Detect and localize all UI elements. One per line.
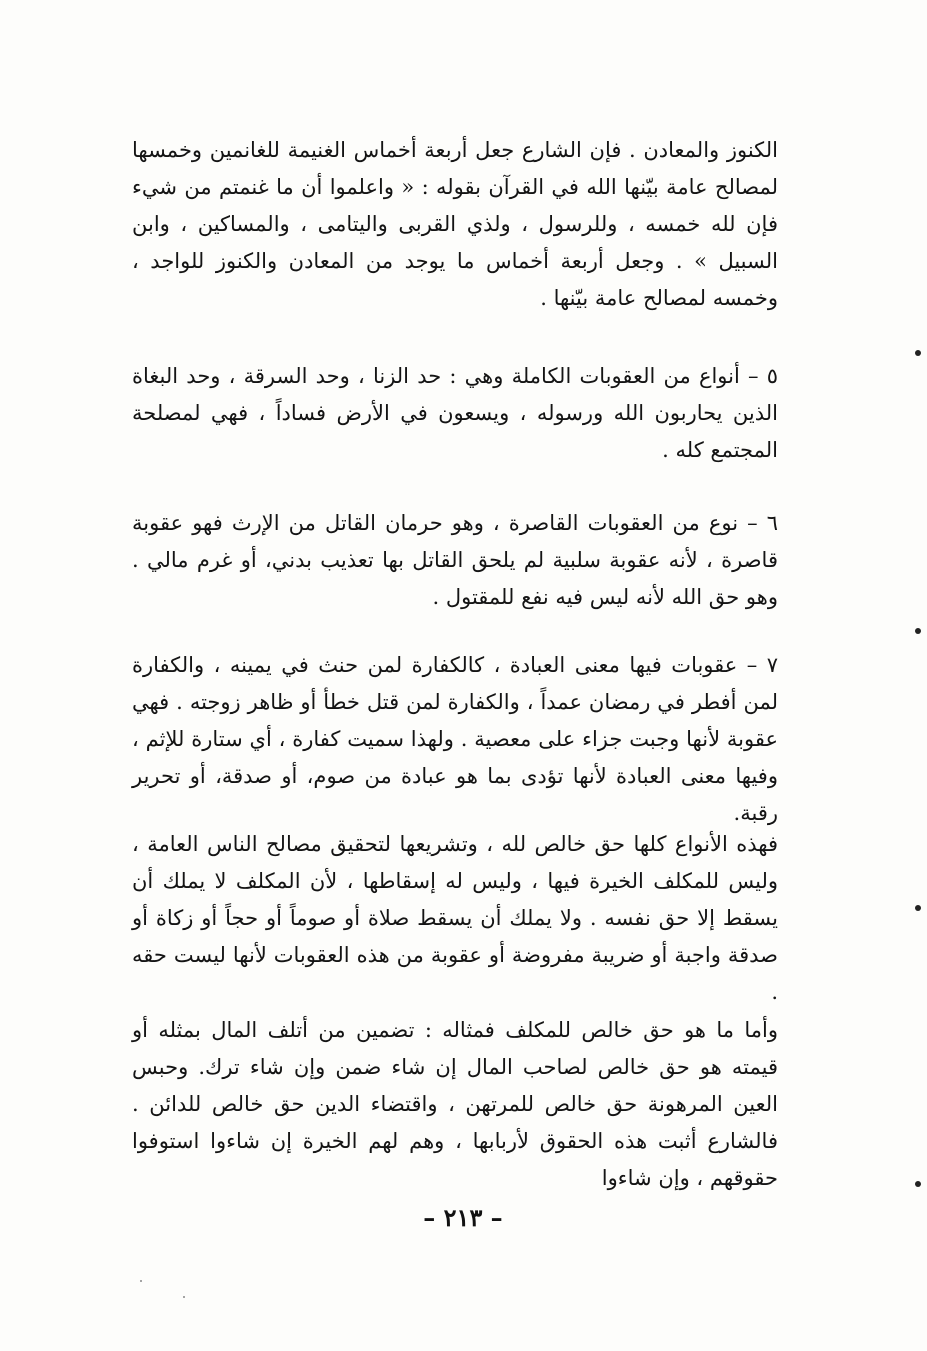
paragraph-rights-of-god: فهذه الأنواع كلها حق خالص لله ، وتشريعها لتحقيق مصالح الناس العامة ، وليس للمكلف الخيرة فيها ، وليس له إسقاطها ، لأن المكلف لا يملك أن يسقط إلا حق نفسه . ولا يملك أن يسقط صلاة أو صوماً أو حجاً أو زكاة أو صدقة واجبة أو ضريبة مفروضة أو عقوبة من هذه العقوبات لأنها ليست حقه . — [132, 832, 778, 1004]
margin-mark — [915, 1181, 921, 1187]
paragraph-partial-punishments: ٦ – نوع من العقوبات القاصرة ، وهو حرمان القاتل من الإرث فهو عقوبة قاصرة ، لأنه عقوبة سلبية لم يلحق القاتل بها تعذيب بدني، أو غرم مالي . وهو حق الله لأنه ليس فيه نفع للمقتول . — [132, 511, 778, 609]
page-number: – ٢١٣ – — [423, 1203, 503, 1232]
paragraph-spoils-distribution: الكنوز والمعادن . فإن الشارع جعل أربعة أخماس الغنيمة للغانمين وخمسها لمصالح عامة بيّنها الله في القرآن بقوله : « واعلموا أن ما غنمتم من شيء فإن لله خمسه ، وللرسول ، ولذي القربى واليتامى ، والمساكين ، وابن السبيل » . وجعل أربعة أخماس ما يوجد من المعادن والكنوز للواجد ، وخمسه لمصالح عامة بيّنها . — [132, 138, 778, 310]
scan-speck — [183, 1296, 185, 1298]
paragraph-full-punishments: ٥ – أنواع من العقوبات الكاملة وهي : حد الزنا ، وحد السرقة ، وحد البغاة الذين يحاربون الله ورسوله ، ويسعون في الأرض فساداً ، فهي لمصلحة المجتمع كله . — [132, 364, 778, 462]
margin-mark — [915, 628, 921, 634]
margin-mark — [915, 350, 921, 356]
paragraph-expiation-punishments: ٧ – عقوبات فيها معنى العبادة ، كالكفارة لمن حنث في يمينه ، والكفارة لمن أفطر في رمضان عمداً ، والكفارة لمن قتل خطأ أو ظاهر زوجته . فهي عقوبة لأنها وجبت جزاء على معصية . ولهذا سميت كفارة ، أي ستارة للإثم ، وفيها معنى العبادة لأنها تؤدى بما هو عبادة من صوم، أو صدقة، أو تحرير رقبة. — [132, 653, 778, 825]
margin-mark — [915, 905, 921, 911]
paragraph-rights-of-individual: وأما ما هو حق خالص للمكلف فمثاله : تضمين من أتلف المال بمثله أو قيمته هو حق خالص لصاحب المال إن شاء ضمن وإن شاء ترك. وحبس العين المرهونة حق خالص للمرتهن ، واقتضاء الدين حق خالص للدائن . فالشارع أثبت هذه الحقوق لأربابها ، وهم لهم الخيرة إن شاءوا استوفوا حقوقهم ، وإن شاءوا — [132, 1018, 778, 1190]
scan-speck — [140, 1280, 142, 1282]
